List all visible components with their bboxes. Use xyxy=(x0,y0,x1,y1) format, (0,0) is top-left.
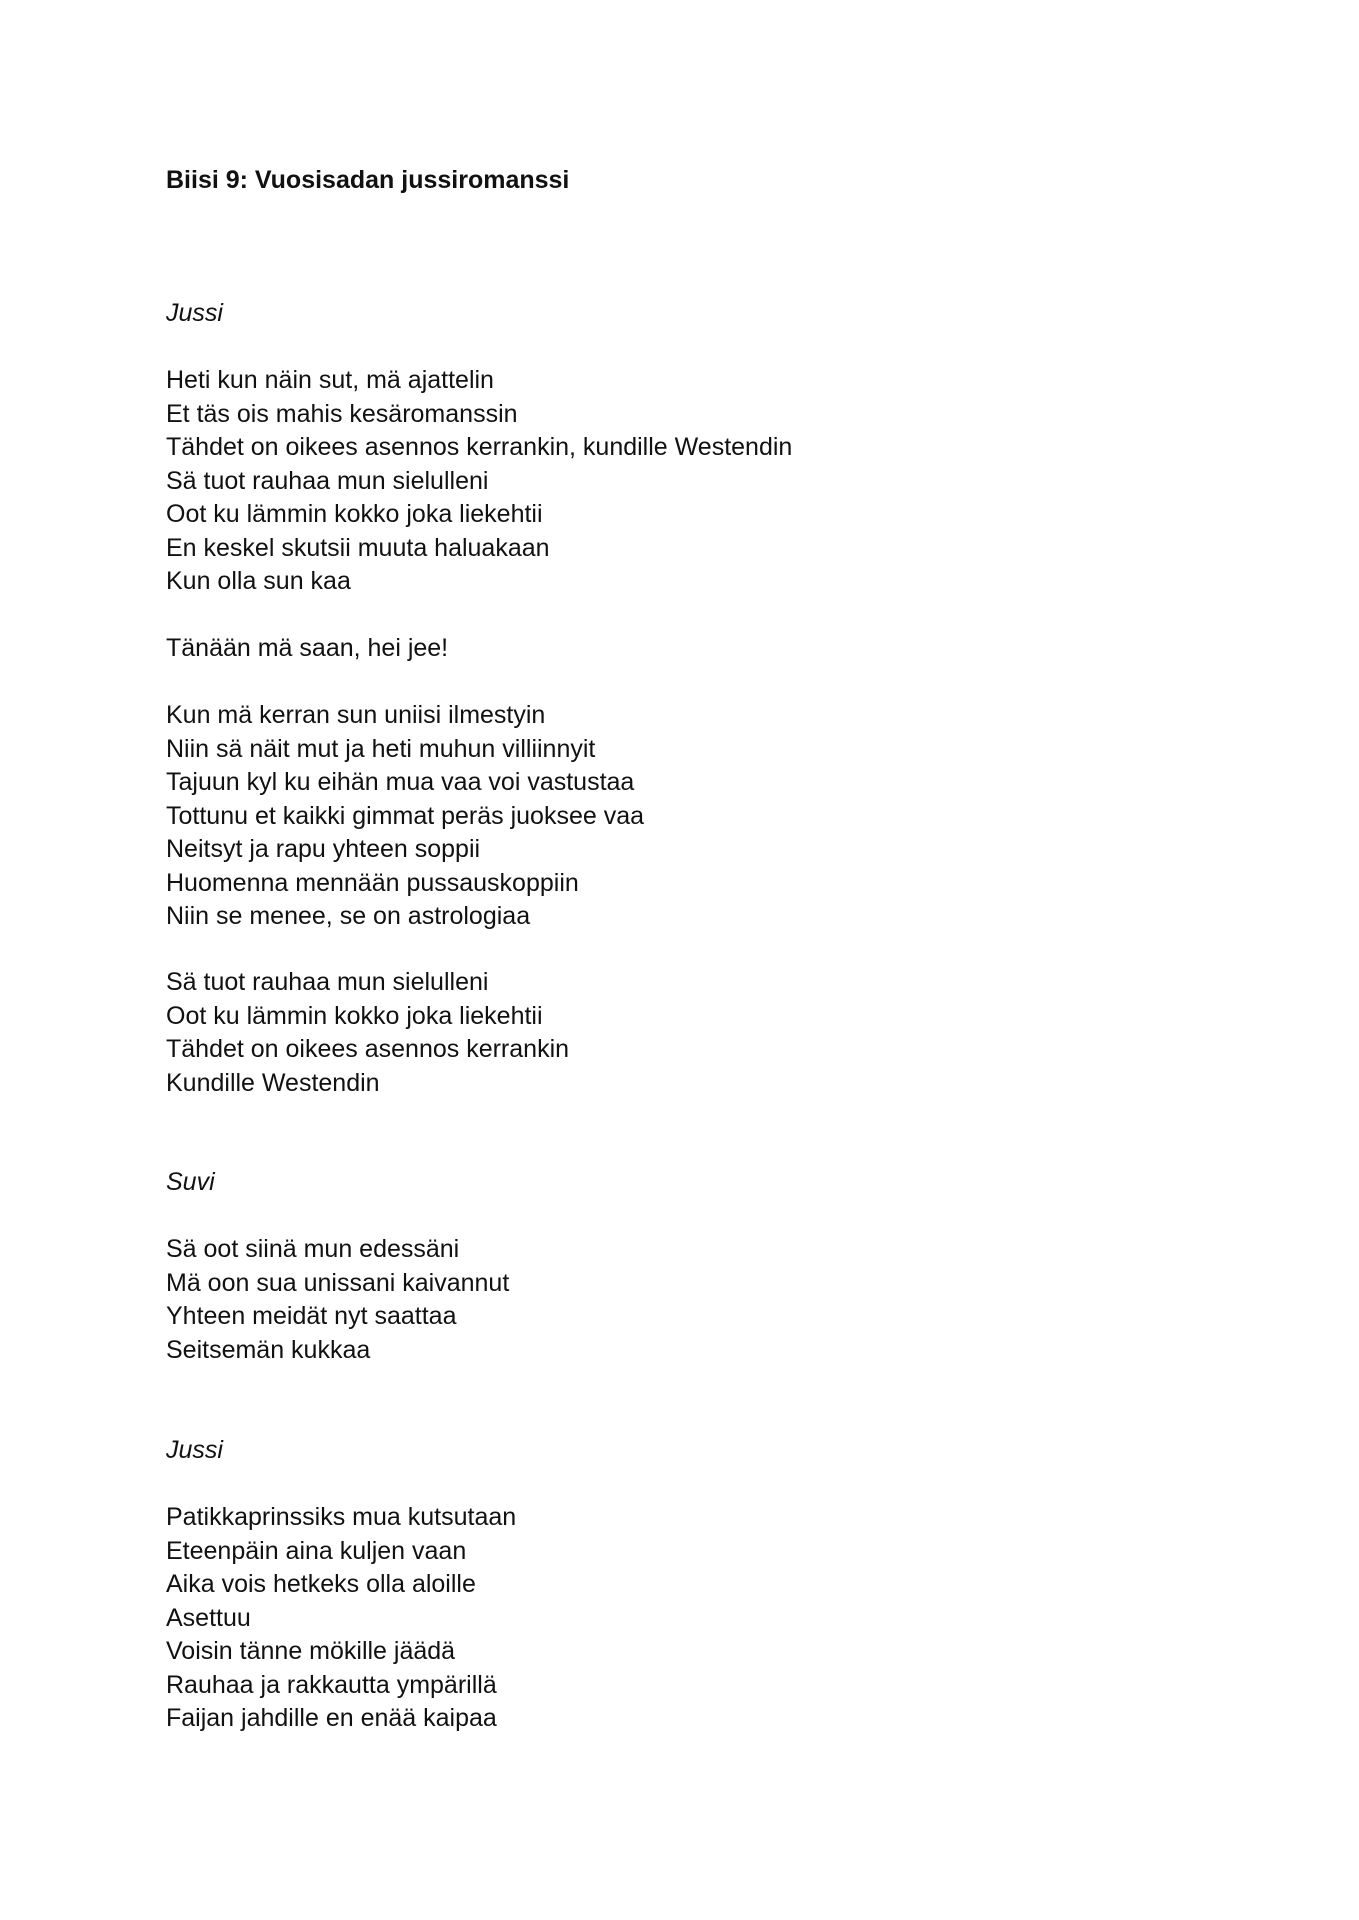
speaker-label-suvi: Suvi xyxy=(166,1168,215,1196)
lyric-line: Heti kun näin sut, mä ajattelin xyxy=(166,366,494,394)
lyric-line: Tottunu et kaikki gimmat peräs juoksee vaa xyxy=(166,801,645,830)
song-title: Biisi 9: Vuosisadan jussiromanssi xyxy=(166,166,570,194)
lyric-line: Faijan jahdille en enää kaipaa xyxy=(166,1704,497,1732)
lyric-line: En keskel skutsii muuta haluakaan xyxy=(166,533,550,562)
stanza xyxy=(166,632,448,666)
lyric-line: Patikkaprinssiks mua kutsutaan xyxy=(166,1503,517,1531)
lyric-line: Niin se menee, se on astrologiaa xyxy=(166,902,531,930)
lyric-line: Kundille Westendin xyxy=(166,1068,380,1097)
lyric-line: Tähdet on oikees asennos kerrankin xyxy=(166,1035,570,1063)
speaker-label-jussi: Jussi xyxy=(166,1436,223,1464)
lyric-line: Seitsemän kukkaa xyxy=(166,1335,371,1364)
lyric-line: Sä tuot rauhaa mun sielulleni xyxy=(166,968,489,996)
lyric-line: Sä oot siinä mun edessäni xyxy=(166,1235,460,1263)
lyric-line: Eteenpäin aina kuljen vaan xyxy=(166,1536,467,1565)
lyric-line: Asettuu xyxy=(166,1603,251,1632)
lyric-line: Tajuun kyl ku eihän mua vaa voi vastustaa xyxy=(166,768,635,796)
lyric-line: Aika vois hetkeks olla aloille xyxy=(166,1570,476,1598)
lyric-line: Et täs ois mahis kesäromanssin xyxy=(166,399,518,428)
lyric-line: Yhteen meidät nyt saattaa xyxy=(166,1302,457,1330)
lyric-line: Tähdet on oikees asennos kerrankin, kundille Westendin xyxy=(166,433,793,461)
speaker-label-jussi: Jussi xyxy=(166,299,223,327)
lyric-line: Tänään mä saan, hei jee! xyxy=(166,634,449,662)
lyric-line: Voisin tänne mökille jäädä xyxy=(166,1637,456,1665)
lyric-line: Kun olla sun kaa xyxy=(166,567,351,595)
lyric-line: Neitsyt ja rapu yhteen soppii xyxy=(166,835,481,863)
lyric-line: Rauhaa ja rakkautta ympärillä xyxy=(166,1670,497,1699)
lyric-line: Huomenna mennään pussauskoppiin xyxy=(166,868,579,897)
stanza xyxy=(166,364,792,599)
lyric-line: Niin sä näit mut ja heti muhun villiinnyit xyxy=(166,734,596,763)
stanza xyxy=(166,1233,509,1367)
stanza xyxy=(166,966,569,1100)
lyric-line: Sä tuot rauhaa mun sielulleni xyxy=(166,466,489,495)
stanza xyxy=(166,1501,516,1736)
lyric-line: Kun mä kerran sun uniisi ilmestyin xyxy=(166,701,546,729)
lyric-line: Oot ku lämmin kokko joka liekehtii xyxy=(166,1001,543,1030)
lyric-line: Mä oon sua unissani kaivannut xyxy=(166,1268,510,1297)
stanza xyxy=(166,699,644,934)
lyric-line: Oot ku lämmin kokko joka liekehtii xyxy=(166,500,543,528)
